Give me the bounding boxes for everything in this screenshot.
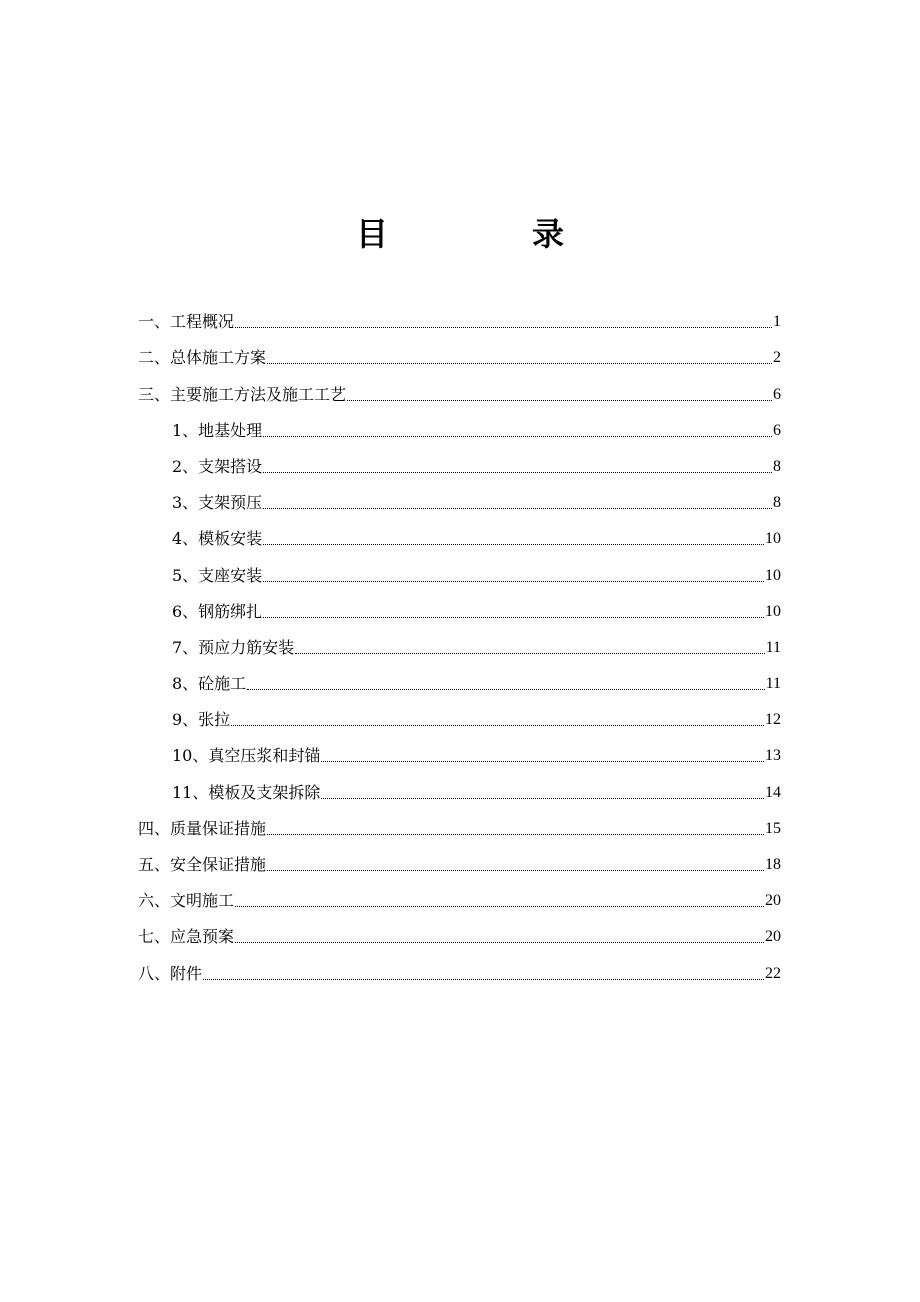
toc-entry-label: 一、工程概况 <box>138 312 235 332</box>
toc-entry-page-number: 22 <box>765 964 781 982</box>
toc-entry[interactable] <box>138 622 781 658</box>
toc-entry[interactable] <box>138 694 781 730</box>
toc-dot-leader <box>267 834 764 835</box>
toc-entry-label: 四、质量保证措施 <box>138 818 267 838</box>
toc-entry-page-number: 11 <box>765 638 781 656</box>
table-of-contents <box>138 296 781 984</box>
toc-dot-leader <box>263 508 772 509</box>
toc-entry-page-number: 6 <box>773 421 781 439</box>
toc-dot-leader <box>267 363 772 364</box>
toc-entry-page-number: 2 <box>773 349 781 367</box>
toc-entry[interactable] <box>138 513 781 549</box>
toc-entry-label: 5、支座安装 <box>172 565 263 585</box>
toc-entry-page-number: 10 <box>765 566 781 584</box>
toc-entry[interactable] <box>138 405 781 441</box>
toc-entry[interactable] <box>138 875 781 911</box>
toc-entry-label: 三、主要施工方法及施工工艺 <box>138 384 347 404</box>
toc-entry-page-number: 15 <box>765 819 781 837</box>
toc-entry-page-number: 20 <box>765 928 781 946</box>
toc-entry-label: 4、模板安装 <box>172 529 263 549</box>
toc-entry[interactable] <box>138 477 781 513</box>
toc-dot-leader <box>247 689 764 690</box>
toc-dot-leader <box>295 653 764 654</box>
toc-dot-leader <box>235 942 764 943</box>
toc-entry-page-number: 18 <box>765 856 781 873</box>
toc-dot-leader <box>235 327 772 328</box>
toc-entry-page-number: 6 <box>773 385 781 403</box>
toc-entry[interactable] <box>138 296 781 332</box>
toc-entry-label: 1、地基处理 <box>172 420 263 440</box>
toc-entry-page-number: 8 <box>773 494 781 512</box>
toc-entry-label: 6、钢筋绑扎 <box>172 601 263 621</box>
toc-dot-leader <box>231 725 764 726</box>
toc-entry[interactable] <box>138 332 781 368</box>
toc-entry[interactable] <box>138 549 781 585</box>
toc-entry-label: 3、支架预压 <box>172 493 263 513</box>
toc-entry-page-number: 1 <box>773 313 781 331</box>
toc-entry[interactable] <box>138 441 781 477</box>
toc-entry-label: 7、预应力筋安装 <box>172 637 295 657</box>
toc-entry-label: 八、附件 <box>138 963 203 983</box>
toc-entry-label: 五、安全保证措施 <box>138 855 267 874</box>
toc-entry[interactable] <box>138 766 781 802</box>
toc-dot-leader <box>263 617 764 618</box>
toc-dot-leader <box>235 906 764 907</box>
toc-entry-page-number: 12 <box>765 711 781 729</box>
toc-entry-label: 11、模板及支架拆除 <box>172 782 321 802</box>
toc-entry[interactable] <box>138 911 781 947</box>
toc-entry-page-number: 8 <box>773 457 781 475</box>
toc-entry-label: 10、真空压浆和封锚 <box>172 746 321 766</box>
toc-entry[interactable] <box>138 658 781 694</box>
toc-entry-label: 8、砼施工 <box>172 674 247 694</box>
toc-entry-page-number: 13 <box>765 747 781 765</box>
toc-entry[interactable] <box>138 803 781 839</box>
toc-entry-page-number: 10 <box>765 530 781 548</box>
toc-dot-leader <box>203 979 764 980</box>
toc-entry-page-number: 20 <box>765 892 781 910</box>
toc-entry-label: 六、文明施工 <box>138 891 235 911</box>
toc-entry[interactable] <box>138 947 781 983</box>
toc-dot-leader <box>321 761 764 762</box>
toc-entry[interactable] <box>138 730 781 766</box>
toc-dot-leader <box>263 581 764 582</box>
toc-dot-leader <box>263 472 772 473</box>
toc-entry-page-number: 14 <box>765 783 781 801</box>
page-title: 目 录 <box>355 215 620 253</box>
toc-entry[interactable] <box>138 839 781 875</box>
toc-entry-label: 七、应急预案 <box>138 927 235 947</box>
toc-dot-leader <box>347 400 772 401</box>
toc-dot-leader <box>321 798 764 799</box>
toc-entry-label: 二、总体施工方案 <box>138 348 267 368</box>
toc-entry-label: 2、支架搭设 <box>172 456 263 476</box>
toc-dot-leader <box>263 544 764 545</box>
toc-entry-label: 9、张拉 <box>172 710 231 730</box>
toc-dot-leader <box>267 870 764 871</box>
toc-entry-page-number: 11 <box>765 675 781 693</box>
toc-entry[interactable] <box>138 368 781 404</box>
toc-dot-leader <box>263 436 772 437</box>
toc-entry[interactable] <box>138 586 781 622</box>
toc-entry-page-number: 10 <box>765 602 781 620</box>
